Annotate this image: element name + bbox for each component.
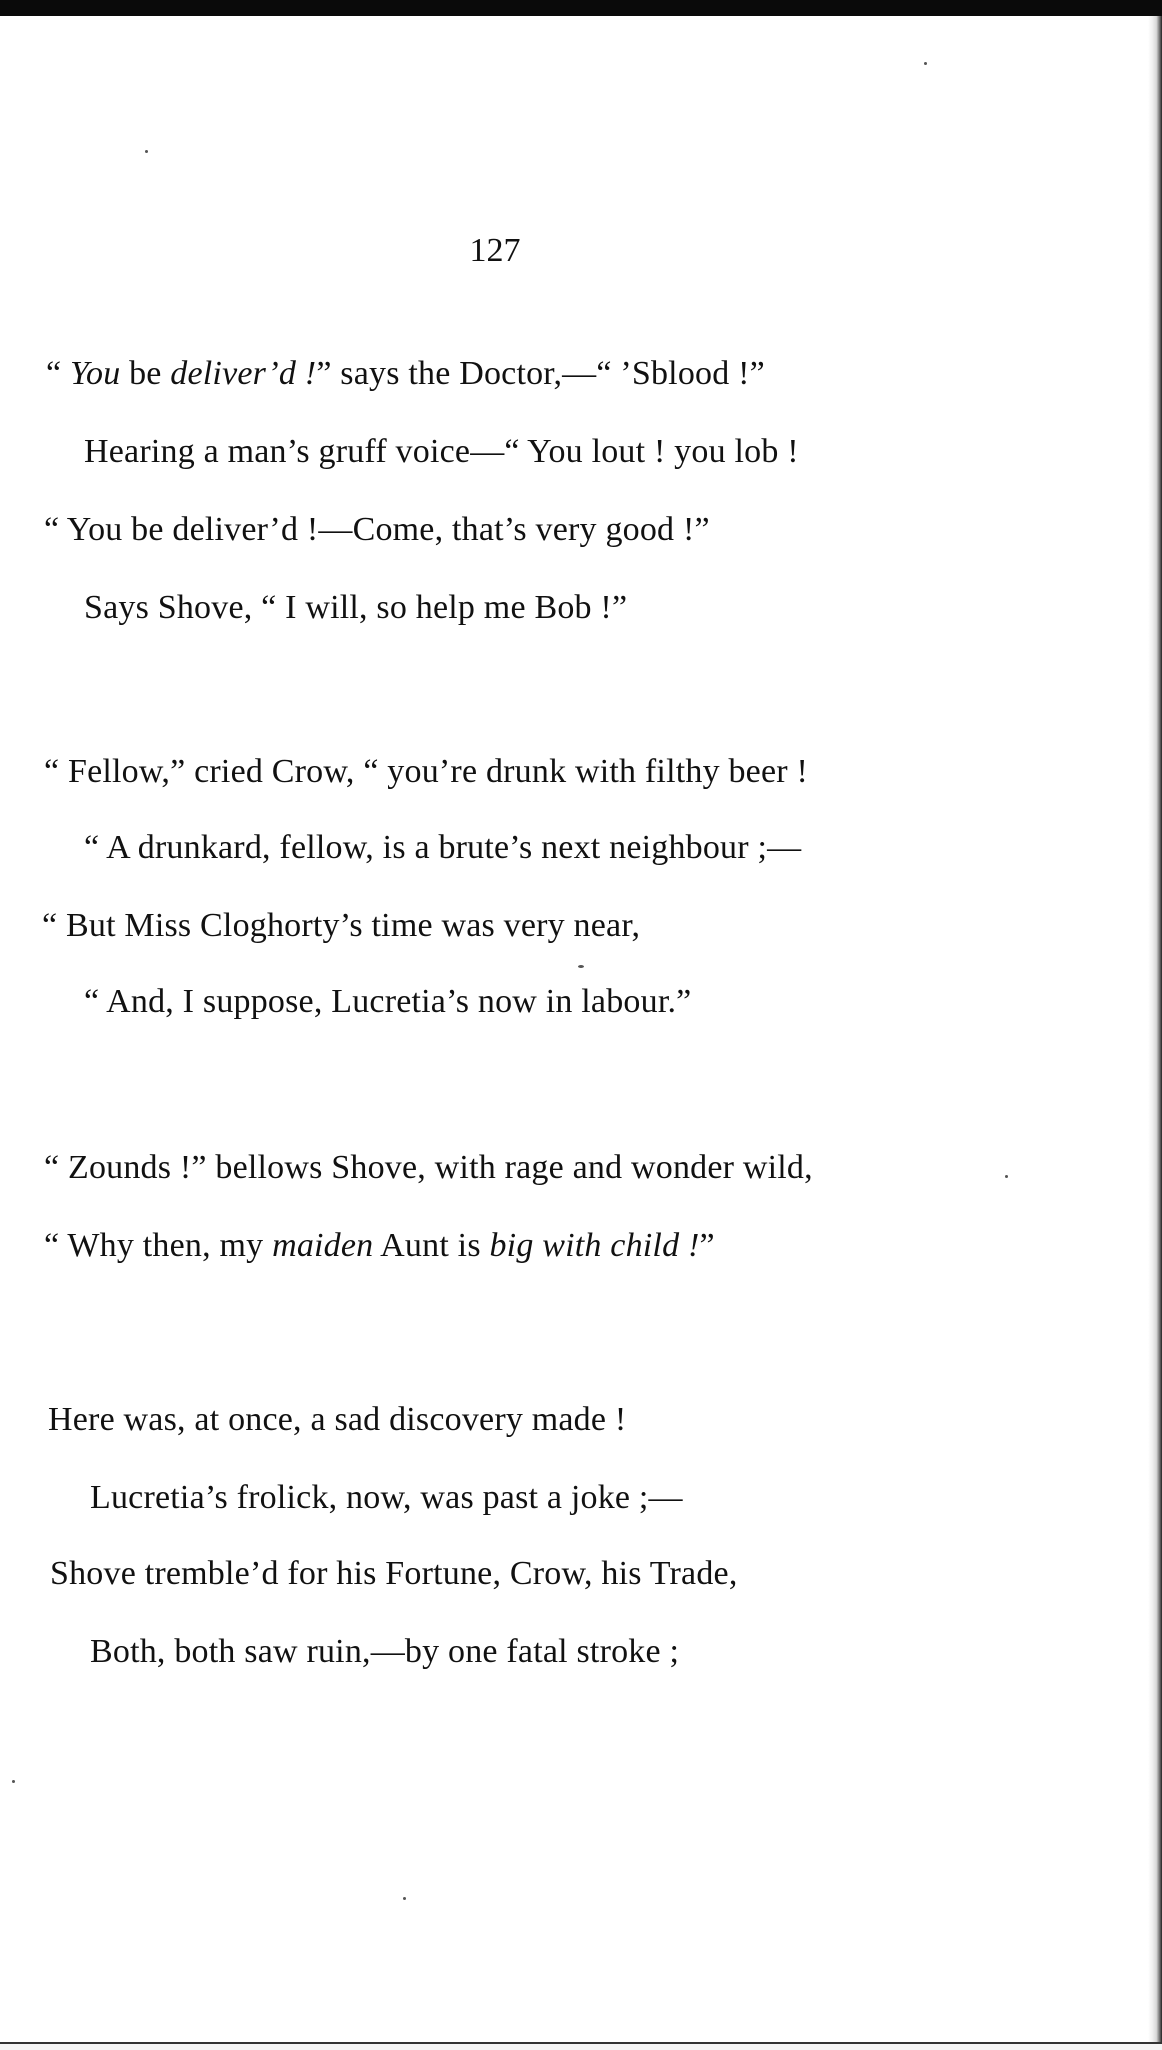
verse-line xyxy=(50,1552,738,1596)
verse-segment: Says Shove, “ I will, so help me Bob !” xyxy=(84,589,628,626)
verse-segment: Lucretia’s frolick, now, was past a joke ;— xyxy=(90,1479,683,1516)
verse-line xyxy=(84,586,627,630)
verse-line xyxy=(84,980,691,1024)
scan-page-edge xyxy=(1148,16,1162,2050)
verse-line xyxy=(44,1146,813,1190)
verse-line xyxy=(44,508,710,552)
scan-top-border xyxy=(0,0,1162,16)
ink-speck xyxy=(924,62,927,65)
verse-segment: “ Zounds !” bellows Shove, with rage and wonder wild, xyxy=(44,1149,813,1186)
verse-line xyxy=(44,750,808,794)
verse-line xyxy=(42,904,640,948)
ink-speck xyxy=(578,965,584,968)
verse-line xyxy=(90,1630,679,1674)
verse-segment: Aunt is xyxy=(373,1227,490,1264)
ink-speck xyxy=(1005,1175,1008,1178)
verse-line xyxy=(90,1476,683,1520)
verse-segment: “ xyxy=(46,355,70,392)
verse-segment-italic: deliver’d ! xyxy=(170,355,317,392)
verse-line xyxy=(84,430,799,474)
verse-line xyxy=(44,1224,715,1268)
verse-segment-italic: big with child ! xyxy=(489,1227,700,1264)
verse-line xyxy=(48,1398,626,1442)
verse-segment-italic: maiden xyxy=(272,1227,374,1264)
ink-speck xyxy=(145,150,148,153)
verse-segment-italic: You xyxy=(70,355,121,392)
ink-speck xyxy=(403,1897,406,1900)
verse-segment: be xyxy=(120,355,171,392)
verse-segment: “ Why then, my xyxy=(44,1227,273,1264)
verse-segment: “ A drunkard, fellow, is a brute’s next neighbour ;— xyxy=(84,829,802,866)
scan-bottom-border xyxy=(0,2042,1162,2050)
ink-speck xyxy=(12,1780,15,1783)
verse-segment: “ Fellow,” cried Crow, “ you’re drunk with filthy beer ! xyxy=(44,753,808,790)
verse-segment: Here was, at once, a sad discovery made ! xyxy=(48,1401,627,1438)
verse-segment: “ But Miss Cloghorty’s time was very near, xyxy=(42,907,641,944)
verse-segment: ” says the Doctor,—“ ’Sblood !” xyxy=(316,355,765,392)
verse-segment: Hearing a man’s gruff voice—“ You lout ! you lob ! xyxy=(84,433,799,470)
verse-segment: Both, both saw ruin,—by one fatal stroke ; xyxy=(90,1633,680,1670)
verse-segment: Shove tremble’d for his Fortune, Crow, his Trade, xyxy=(50,1555,738,1592)
verse-segment: “ You be deliver’d !—Come, that’s very good !” xyxy=(44,511,710,548)
verse-line xyxy=(46,352,765,396)
verse-line xyxy=(84,826,801,870)
page-number: 127 xyxy=(469,232,521,269)
verse-segment: “ And, I suppose, Lucretia’s now in labour.” xyxy=(84,983,692,1020)
verse-segment: ” xyxy=(699,1227,715,1264)
